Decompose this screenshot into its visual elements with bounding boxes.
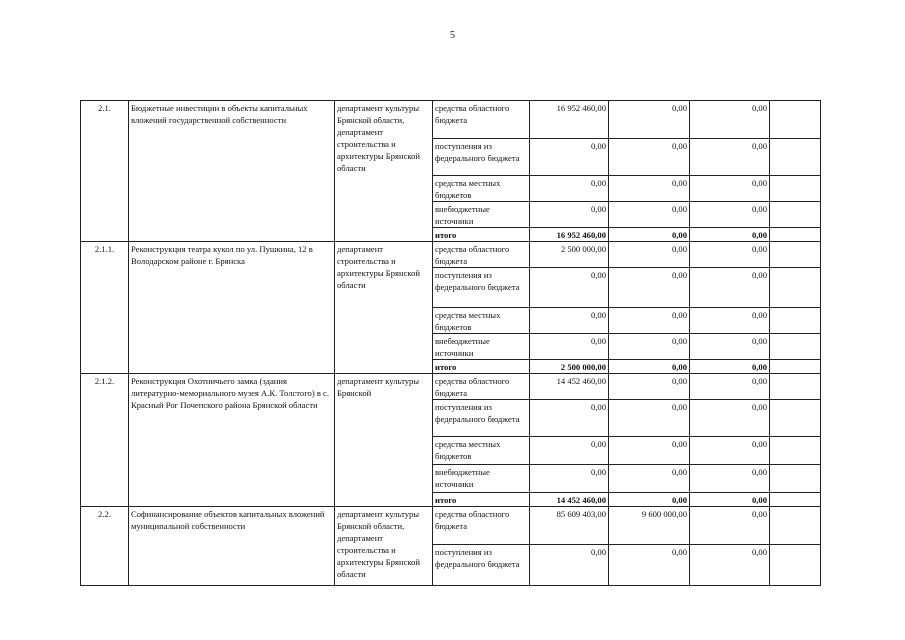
source-label: внебюджетные источники (433, 202, 530, 228)
amount-year2-total: 0,00 (609, 228, 690, 242)
empty-cell (770, 101, 821, 139)
source-label: внебюджетные источники (433, 465, 530, 493)
empty-cell (770, 139, 821, 176)
amount-year3: 0,00 (690, 139, 770, 176)
amount-year1: 0,00 (530, 465, 609, 493)
amount-year2: 0,00 (609, 374, 690, 400)
amount-year2-total: 0,00 (609, 360, 690, 374)
amount-year3: 0,00 (690, 176, 770, 202)
source-label: средства областного бюджета (433, 507, 530, 545)
source-label: средства местных бюджетов (433, 308, 530, 334)
row-number: 2.1. (81, 101, 129, 242)
empty-cell (770, 437, 821, 465)
empty-cell (770, 465, 821, 493)
source-label-total: итого (433, 360, 530, 374)
amount-year3-total: 0,00 (690, 228, 770, 242)
item-title: Бюджетные инвестиции в объекты капитальных вложений государственной собственности (129, 101, 335, 242)
empty-cell (770, 334, 821, 360)
empty-cell (770, 545, 821, 586)
amount-year2: 0,00 (609, 242, 690, 268)
amount-year1: 0,00 (530, 268, 609, 308)
amount-year2: 9 600 000,00 (609, 507, 690, 545)
amount-year2: 0,00 (609, 202, 690, 228)
item-department: департамент культуры Брянской (335, 374, 433, 507)
item-title: Софинансирование объектов капитальных вложений муниципальной собственности (129, 507, 335, 586)
empty-cell (770, 268, 821, 308)
empty-cell (770, 360, 821, 374)
table-row (81, 374, 821, 400)
source-label: средства областного бюджета (433, 242, 530, 268)
amount-year1-total: 2 500 000,00 (530, 360, 609, 374)
amount-year1: 0,00 (530, 176, 609, 202)
source-label: средства областного бюджета (433, 374, 530, 400)
amount-year2: 0,00 (609, 101, 690, 139)
amount-year3: 0,00 (690, 308, 770, 334)
table-row (81, 242, 821, 268)
empty-cell (770, 507, 821, 545)
amount-year2: 0,00 (609, 139, 690, 176)
item-department: департамент культуры Брянской области, департамент строительства и архитектуры Брянской области (335, 507, 433, 586)
amount-year3: 0,00 (690, 465, 770, 493)
source-label: поступления из федерального бюджета (433, 545, 530, 586)
amount-year3: 0,00 (690, 437, 770, 465)
empty-cell (770, 308, 821, 334)
item-title: Реконструкция театра кукол по ул. Пушкина, 12 в Володарском районе г. Брянска (129, 242, 335, 374)
amount-year1: 0,00 (530, 334, 609, 360)
amount-year3: 0,00 (690, 374, 770, 400)
source-label: средства местных бюджетов (433, 437, 530, 465)
empty-cell (770, 176, 821, 202)
amount-year2: 0,00 (609, 465, 690, 493)
amount-year1: 0,00 (530, 400, 609, 437)
amount-year1: 85 609 403,00 (530, 507, 609, 545)
amount-year1-total: 14 452 460,00 (530, 493, 609, 507)
item-title: Реконструкция Охотничьего замка (здания литературно-мемориального музея А.К. Толстого) в с. Красный Рог Почепского района Брянской области (129, 374, 335, 507)
budget-table (80, 100, 821, 586)
amount-year2: 0,00 (609, 268, 690, 308)
source-label: внебюджетные источники (433, 334, 530, 360)
amount-year3-total: 0,00 (690, 360, 770, 374)
table-row (81, 507, 821, 545)
amount-year2: 0,00 (609, 176, 690, 202)
empty-cell (770, 228, 821, 242)
amount-year1: 2 500 000,00 (530, 242, 609, 268)
row-number: 2.1.2. (81, 374, 129, 507)
amount-year1: 0,00 (530, 139, 609, 176)
amount-year1: 0,00 (530, 437, 609, 465)
amount-year2: 0,00 (609, 400, 690, 437)
source-label: поступления из федерального бюджета (433, 268, 530, 308)
amount-year3: 0,00 (690, 101, 770, 139)
source-label: поступления из федерального бюджета (433, 139, 530, 176)
amount-year3: 0,00 (690, 507, 770, 545)
amount-year2: 0,00 (609, 437, 690, 465)
amount-year1-total: 16 952 460,00 (530, 228, 609, 242)
amount-year2-total: 0,00 (609, 493, 690, 507)
item-department: департамент культуры Брянской области, департамент строительства и архитектуры Брянской области (335, 101, 433, 242)
amount-year2: 0,00 (609, 334, 690, 360)
source-label-total: итого (433, 228, 530, 242)
amount-year3: 0,00 (690, 242, 770, 268)
amount-year1: 0,00 (530, 545, 609, 586)
amount-year1: 0,00 (530, 308, 609, 334)
amount-year2: 0,00 (609, 545, 690, 586)
source-label: средства местных бюджетов (433, 176, 530, 202)
source-label-total: итого (433, 493, 530, 507)
table-row (81, 101, 821, 139)
amount-year1: 0,00 (530, 202, 609, 228)
row-number: 2.2. (81, 507, 129, 586)
amount-year1: 14 452 460,00 (530, 374, 609, 400)
empty-cell (770, 374, 821, 400)
amount-year3: 0,00 (690, 400, 770, 437)
empty-cell (770, 493, 821, 507)
row-number: 2.1.1. (81, 242, 129, 374)
amount-year3: 0,00 (690, 545, 770, 586)
empty-cell (770, 242, 821, 268)
source-label: поступления из федерального бюджета (433, 400, 530, 437)
amount-year2: 0,00 (609, 308, 690, 334)
page-number: 5 (450, 30, 455, 41)
amount-year1: 16 952 460,00 (530, 101, 609, 139)
source-label: средства областного бюджета (433, 101, 530, 139)
empty-cell (770, 400, 821, 437)
item-department: департамент строительства и архитектуры Брянской области (335, 242, 433, 374)
empty-cell (770, 202, 821, 228)
amount-year3: 0,00 (690, 334, 770, 360)
amount-year3-total: 0,00 (690, 493, 770, 507)
amount-year3: 0,00 (690, 202, 770, 228)
amount-year3: 0,00 (690, 268, 770, 308)
